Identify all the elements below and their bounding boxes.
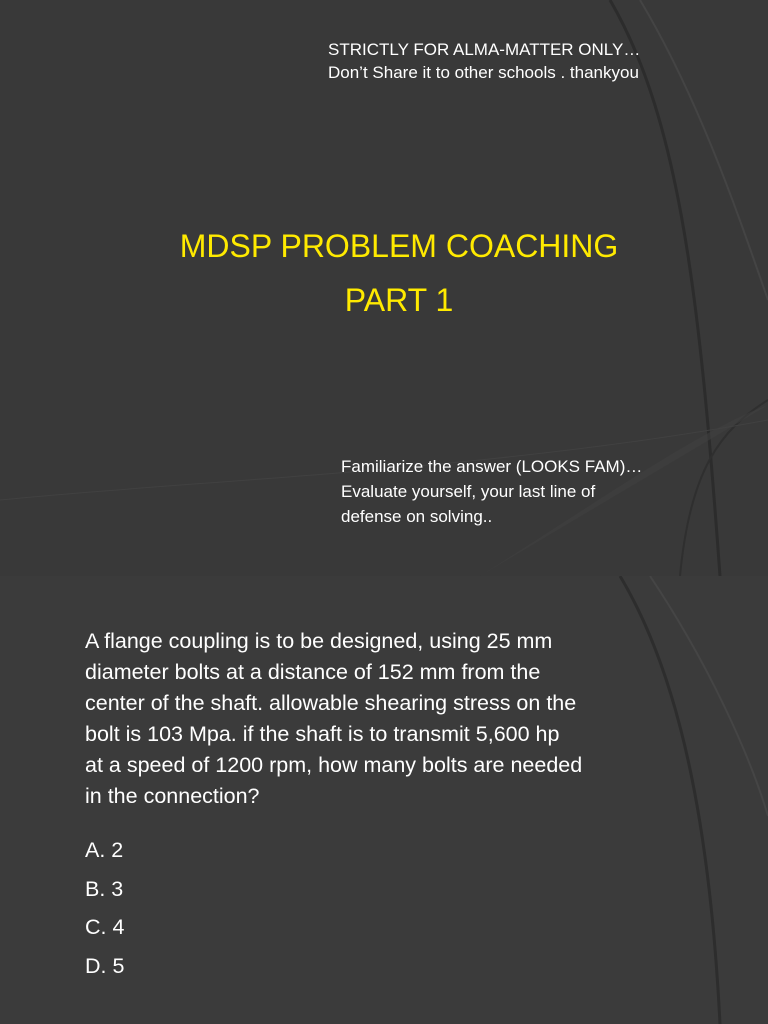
subtitle-line-1: Familiarize the answer (LOOKS FAM)…: [341, 457, 643, 476]
subtitle-line-2: Evaluate yourself, your last line of: [341, 482, 596, 501]
subtitle-line-3: defense on solving..: [341, 507, 493, 526]
slide-title: MDSP PROBLEM COACHING: [179, 228, 619, 264]
question-slide: [0, 576, 768, 1024]
slide-title-part: PART 1: [344, 282, 454, 318]
answer-options: [85, 831, 124, 985]
distribution-notice: [328, 38, 640, 84]
option-a: A. 2: [85, 838, 124, 862]
option-c: C. 4: [85, 915, 125, 939]
notice-line-2: Don’t Share it to other schools . thankyou: [328, 63, 639, 82]
option-b: B. 3: [85, 876, 124, 901]
question-line: in the connection?: [85, 784, 260, 808]
question-line: bolt is 103 Mpa. if the shaft is to transmit 5,600 hp: [85, 722, 560, 746]
question-line: diameter bolts at a distance of 152 mm from the: [85, 660, 541, 684]
option-d: D. 5: [85, 953, 125, 978]
question-line: at a speed of 1200 rpm, how many bolts are needed: [85, 753, 583, 777]
question-text: [85, 626, 725, 812]
question-line: center of the shaft. allowable shearing stress on the: [85, 691, 577, 715]
notice-line-1: STRICTLY FOR ALMA-MATTER ONLY…: [328, 40, 641, 59]
question-line: A flange coupling is to be designed, using 25 mm: [85, 629, 553, 653]
subtitle: [341, 454, 741, 529]
